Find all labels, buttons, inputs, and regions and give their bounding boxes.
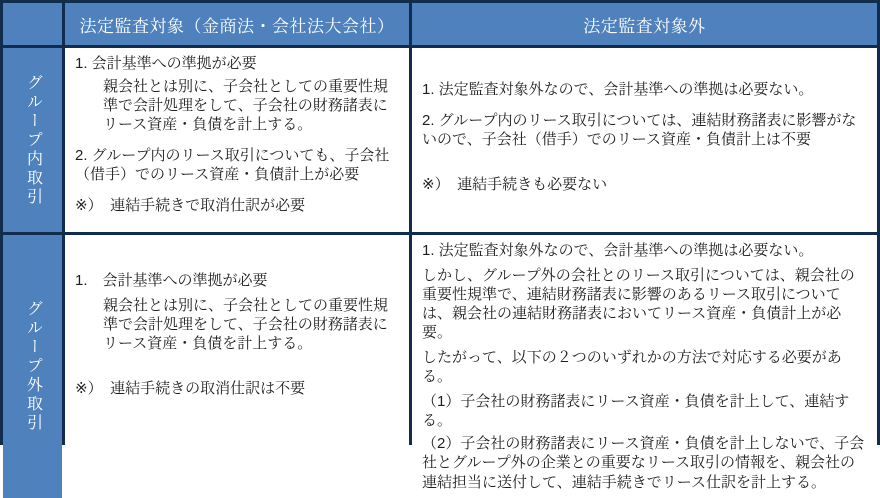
cell-intra-group-nonaudit [412, 48, 877, 232]
extra-audit-item1: 1. 会計基準への準拠が必要 [75, 272, 268, 289]
extra-nonaudit-p4: （1）子会社の財務諸表にリース資産・負債を計上して、連結する。 [422, 393, 850, 430]
extra-nonaudit-p5: （2）子会社の財務諸表にリース資産・負債を計上しないで、子会社とグループ外の企業との重要なリース取引の情報を、親会社の連結担当に送付して、連結手続きでリース仕訳を計上する。 [422, 435, 865, 491]
col-header-statutory-audit [65, 3, 409, 45]
intra-audit-item1: 1. 会計基準への準拠が必要 [75, 55, 257, 72]
extra-nonaudit-p3: したがって、以下の２つのいずれかの方法で対応する必要がある。 [422, 349, 842, 386]
corner-cell [3, 3, 62, 45]
intra-audit-item1-detail: 親会社とは別に、子会社としての重要性規準で会計処理をして、子会社の財務諸表にリース資産・負債を計上する。 [103, 78, 389, 134]
intra-nonaudit-item1: 1. 法定監査対象外なので、会計基準への準拠は必要ない。 [422, 81, 814, 98]
col-header-non-statutory-audit [412, 3, 877, 45]
intra-nonaudit-item2: 2. グループ内のリース取引については、連結財務諸表に影響がないので、子会社（借手）でのリース資産・負債計上は不要 [422, 112, 857, 149]
extra-audit-item1-detail: 親会社とは別に、子会社としての重要性規準で会計処理をして、子会社の財務諸表にリース資産・負債を計上する。 [103, 297, 389, 353]
intra-nonaudit-note: ※） 連結手続きも必要ない [422, 176, 608, 194]
extra-nonaudit-p2: しかし、グループ外の会社とのリース取引については、親会社の重要性規準で、連結財務諸表に影響のあるリース取引については、親会社の連結財務諸表においてリース資産・負債計上が必要。 [422, 267, 855, 342]
row-header-intra-group [3, 48, 62, 232]
cell-extra-group-nonaudit [412, 235, 877, 498]
intra-audit-item2: 2. グループ内のリース取引についても、子会社（借手）でのリース資産・負債計上が必要 [75, 147, 390, 184]
intra-audit-note: ※） 連結手続きで取消仕訳が必要 [75, 197, 306, 215]
extra-nonaudit-p1: 1. 法定監査対象外なので、会計基準への準拠は必要ない。 [422, 242, 814, 259]
row-header-intra-group-label: グループ内取引 [24, 73, 42, 207]
col-header-non-statutory-audit-label: 法定監査対象外 [583, 16, 706, 36]
row-header-extra-group-label: グループ外取引 [24, 299, 42, 433]
cell-intra-group-audit [65, 48, 409, 232]
cell-extra-group-audit [65, 235, 409, 498]
extra-audit-note: ※） 連結手続きの取消仕訳は不要 [75, 380, 306, 398]
row-header-extra-group [3, 235, 62, 498]
col-header-statutory-audit-label: 法定監査対象（金商法・会社法大会社） [79, 16, 395, 36]
